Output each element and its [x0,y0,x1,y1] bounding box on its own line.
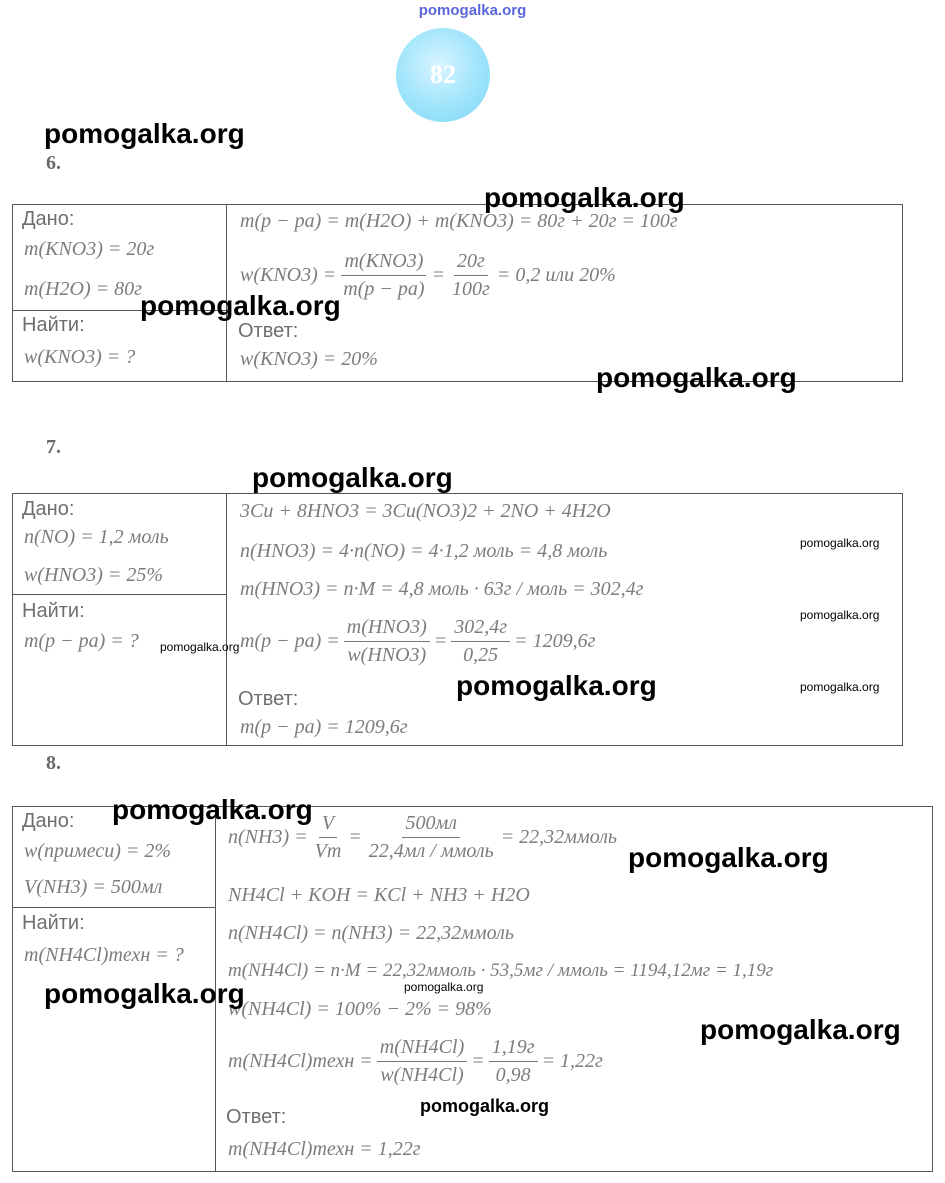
given-label: Дано: [22,498,75,520]
solution-line: m(p − pa) = m(H2O) + m(KNO3) = 80г + 20г = 100г [240,210,678,232]
denominator: 22,4мл / ммоль [368,840,494,862]
given-item: V(NH3) = 500мл [24,876,163,898]
denominator: m(p − pa) [343,278,425,300]
answer-label: Ответ: [226,1106,287,1128]
watermark: pomogalka.org [628,842,829,873]
answer: m(NH4Cl)техн = 1,22г [228,1138,421,1160]
solution-line: n(HNO3) = 4·n(NO) = 4·1,2 моль = 4,8 моль [240,540,608,562]
eq-right: = 1209,6г [514,630,596,652]
divider [12,594,226,595]
watermark: pomogalka.org [112,794,313,825]
given-label: Дано: [22,810,75,832]
answer-label: Ответ: [238,320,299,342]
answer-label: Ответ: [238,688,299,710]
fraction [451,616,510,667]
eq-right: = 1,22г [541,1050,603,1072]
solution-line: m(NH4Cl) = n·M = 22,32ммоль · 53,5мг / ммоль = 1194,12мг = 1,19г [228,960,774,981]
eq-right: = 22,32ммоль [500,826,618,848]
fraction [340,250,427,301]
divider [226,493,227,746]
find-label: Найти: [22,600,85,622]
answer: w(KNO3) = 20% [240,348,378,370]
numerator: m(KNO3) [341,250,426,276]
solution-line: NH4Cl + KOH = KCl + NH3 + H2O [228,884,530,906]
watermark: pomogalka.org [252,462,453,493]
given-item: w(примеси) = 2% [24,840,172,862]
watermark: pomogalka.org [404,980,484,994]
solution-line: m(HNO3) = n·M = 4,8 моль · 63г / моль = 302,4г [240,578,644,600]
eq-left: m(NH4Cl)техн = [228,1050,373,1072]
eq-right: = 0,2 или 20% [496,264,616,286]
watermark: pomogalka.org [160,640,240,654]
eq-left: m(p − pa) = [240,630,340,652]
given-item: m(H2O) = 80г [24,278,142,300]
denominator: w(HNO3) [347,644,427,666]
watermark: pomogalka.org [800,536,880,550]
find-label: Найти: [22,314,85,336]
eq-left: w(KNO3) = [240,264,337,286]
numerator: m(NH4Cl) [377,1036,467,1062]
given-item: n(NO) = 1,2 моль [24,526,169,548]
watermark: pomogalka.org [800,680,880,694]
denominator: 100г [452,278,490,300]
problem-6-number: 6. [46,152,61,174]
numerator: 20г [454,250,488,276]
problem-7-number: 7. [46,436,61,458]
numerator: 1,19г [489,1036,538,1062]
watermark: pomogalka.org [596,362,797,393]
solution-line: 3Cu + 8HNO3 = 3Cu(NO3)2 + 2NO + 4H2O [240,500,611,522]
problem-8-number: 8. [46,752,61,774]
eq-sign: = [471,1050,485,1072]
solution-fraction-line [240,616,595,667]
fraction [377,1036,467,1087]
fraction [312,812,345,863]
eq-sign: = [433,630,448,652]
watermark: pomogalka.org [420,1096,550,1116]
find-item: w(KNO3) = ? [24,346,136,368]
numerator: V [319,812,337,838]
watermark: pomogalka.org [140,290,341,321]
fraction [489,1036,538,1087]
find-item: m(p − pa) = ? [24,630,139,652]
eq-sign: = [348,826,362,848]
watermark: pomogalka.org [484,182,685,213]
solution-fraction-line [228,1036,603,1087]
numerator: 302,4г [451,616,510,642]
numerator: 500мл [402,812,459,838]
solution-line: n(NH4Cl) = n(NH3) = 22,32ммоль [228,922,514,944]
watermark: pomogalka.org [44,978,245,1009]
fraction [449,250,493,301]
page-number-badge [396,28,490,122]
site-link[interactable]: pomogalka.org [418,2,527,19]
find-item: m(NH4Cl)техн = ? [24,944,184,966]
watermark: pomogalka.org [800,608,880,622]
denominator: 0,98 [495,1064,531,1086]
answer: m(p − pa) = 1209,6г [240,716,408,738]
solution-line: w(NH4Cl) = 100% − 2% = 98% [228,998,492,1020]
given-label: Дано: [22,208,75,230]
watermark: pomogalka.org [456,670,657,701]
fraction [344,616,430,667]
watermark: pomogalka.org [700,1014,901,1045]
given-item: w(HNO3) = 25% [24,564,164,586]
divider [12,907,215,908]
numerator: m(HNO3) [344,616,430,642]
denominator: Vm [314,840,342,862]
find-label: Найти: [22,912,85,934]
page-number: 82 [430,60,456,89]
eq-left: n(NH3) = [228,826,308,848]
watermark: pomogalka.org [44,118,245,149]
denominator: w(NH4Cl) [380,1064,464,1086]
fraction [366,812,497,863]
denominator: 0,25 [463,644,499,666]
eq-sign: = [431,264,446,286]
given-item: m(KNO3) = 20г [24,238,155,260]
